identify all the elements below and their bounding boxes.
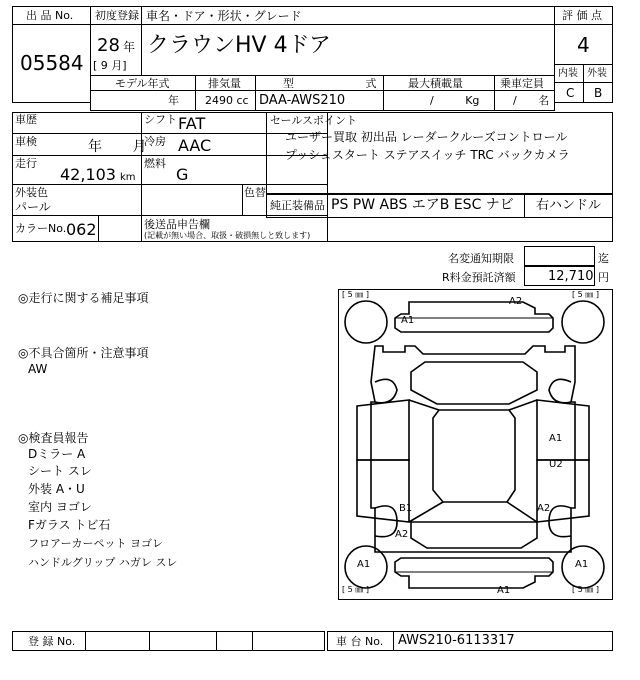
inspector-item: ハンドルグリップ ハガレ スレ	[28, 556, 178, 569]
fuel-value: G	[176, 165, 189, 184]
name-change-label: 名変通知期限	[448, 252, 514, 265]
lot-number: 05584	[20, 51, 84, 75]
ac-label: 冷房	[144, 135, 166, 148]
capacity: / 名	[513, 94, 550, 107]
first-reg-label: 初度登録	[95, 9, 139, 22]
ext-color: パール	[15, 200, 51, 214]
model-year-unit: 年	[168, 94, 179, 107]
displacement-label: 排気量	[208, 77, 241, 90]
lot-number-label: 出 品 No.	[26, 9, 74, 22]
inspection-value: 年 月	[88, 139, 147, 155]
max-load: / Kg	[430, 94, 480, 107]
shift-label: シフト	[144, 113, 177, 126]
car-diagram	[338, 289, 613, 600]
history-label: 車歴	[15, 113, 37, 126]
color-no-label: カラーNo.	[15, 222, 67, 235]
capacity-label: 乗車定員	[500, 77, 544, 90]
front-bumper-shape	[395, 302, 553, 332]
equipment-items: PS PW ABS エアB ESC ナビ	[331, 197, 514, 213]
inspector-item: シート スレ	[28, 464, 92, 478]
fuel-label: 燃料	[144, 157, 166, 170]
chassis-no: AWS210-6113317	[398, 633, 515, 648]
first-reg-month: [ 9 月]	[93, 59, 127, 72]
inspection-label: 車検	[15, 135, 37, 148]
trunk-shape	[411, 522, 537, 548]
year-unit: 年	[123, 40, 136, 54]
displacement: 2490 cc	[205, 94, 249, 107]
defects-value: AW	[28, 362, 48, 376]
name-change-unit: 迄	[598, 252, 609, 265]
ac-value: AAC	[178, 136, 212, 155]
score: 4	[577, 33, 590, 57]
color-no: 062	[66, 220, 97, 239]
wheel-front-right	[562, 301, 604, 343]
color-change-label: 色替	[244, 186, 266, 199]
sales-points-label: セールスポイント	[270, 114, 358, 127]
interior-grade: C	[566, 86, 575, 100]
score-label: 評 価 点	[562, 9, 602, 22]
rear-bumper-shape	[395, 558, 553, 588]
recycle-label: R料金預託済額	[442, 271, 516, 284]
name-change-field	[524, 246, 595, 266]
sales-points-line1: ユーザー買取 初出品 レーダークルーズコントロール	[285, 130, 568, 144]
car-name-label: 車名・ドア・形状・グレード	[146, 9, 302, 23]
inspector-item: フロアーカーペット ヨゴレ	[28, 537, 163, 550]
hood-shape	[411, 362, 537, 404]
interior-label: 内装	[558, 68, 578, 79]
top-tread-depth-right: [ 5 ㎜ ]	[572, 290, 599, 299]
aftermarket-label: 後送品申告欄	[144, 218, 210, 231]
mileage-unit: km	[120, 172, 136, 183]
damage-mark: A1	[549, 433, 563, 444]
damage-mark: A1	[575, 559, 589, 570]
defects-label: ◎不具合箇所・注意事項	[18, 346, 149, 360]
sales-points-line2: プッシュスタート ステアスイッチ TRC バックカメラ	[285, 148, 570, 162]
bottom-tread-depth-right: [ 5 ㎜ ]	[572, 585, 599, 594]
aftermarket-note: (記載が無い場合、取扱・破損無しと致します)	[144, 231, 311, 240]
model-year-label: モデル年式	[115, 77, 170, 90]
vehicle-type: DAA-AWS210	[259, 93, 346, 108]
roof-shape	[409, 400, 537, 522]
shift-value: FAT	[178, 114, 206, 133]
max-load-label: 最大積載量	[408, 77, 463, 90]
bottom-tread-depth: [ 5 ㎜ ]	[342, 585, 369, 594]
inspector-item: 室内 ヨゴレ	[28, 500, 92, 514]
top-tread-depth: [ 5 ㎜ ]	[342, 290, 369, 299]
damage-mark: A1	[497, 585, 511, 596]
exterior-label: 外装	[587, 68, 607, 79]
inspector-item: Fガラス トビ石	[28, 518, 111, 532]
damage-mark: A1	[401, 315, 415, 326]
recycle-value: 12,710	[548, 269, 594, 284]
reg-no-label: 登 録 No.	[28, 635, 76, 648]
type-label: 型 式	[283, 77, 411, 90]
damage-mark: A2	[395, 529, 409, 540]
driving-notes-label: ◎走行に関する補足事項	[18, 291, 149, 305]
exterior-grade: B	[594, 86, 603, 100]
damage-mark: A2	[509, 296, 523, 307]
inspector-label: ◎検査員報告	[18, 431, 89, 445]
car-name: クラウンHV 4ドア	[147, 33, 331, 58]
damage-mark: B1	[399, 503, 413, 514]
inspector-item: Dミラー A	[28, 447, 86, 461]
wheel-front-left	[345, 301, 387, 343]
recycle-unit: 円	[598, 271, 609, 284]
inspector-item: 外装 A・U	[28, 482, 85, 496]
equipment-label: 純正装備品	[270, 199, 325, 212]
damage-mark: A2	[537, 503, 551, 514]
ext-color-label: 外装色	[15, 186, 48, 199]
mileage-label: 走行	[15, 157, 37, 170]
damage-mark: A1	[357, 559, 371, 570]
chassis-no-label: 車 台 No.	[336, 635, 384, 648]
handle-position: 右ハンドル	[536, 198, 602, 213]
mileage-value: 42,103	[60, 165, 116, 184]
damage-mark: U2	[549, 459, 563, 470]
first-reg-year: 28	[97, 35, 120, 56]
